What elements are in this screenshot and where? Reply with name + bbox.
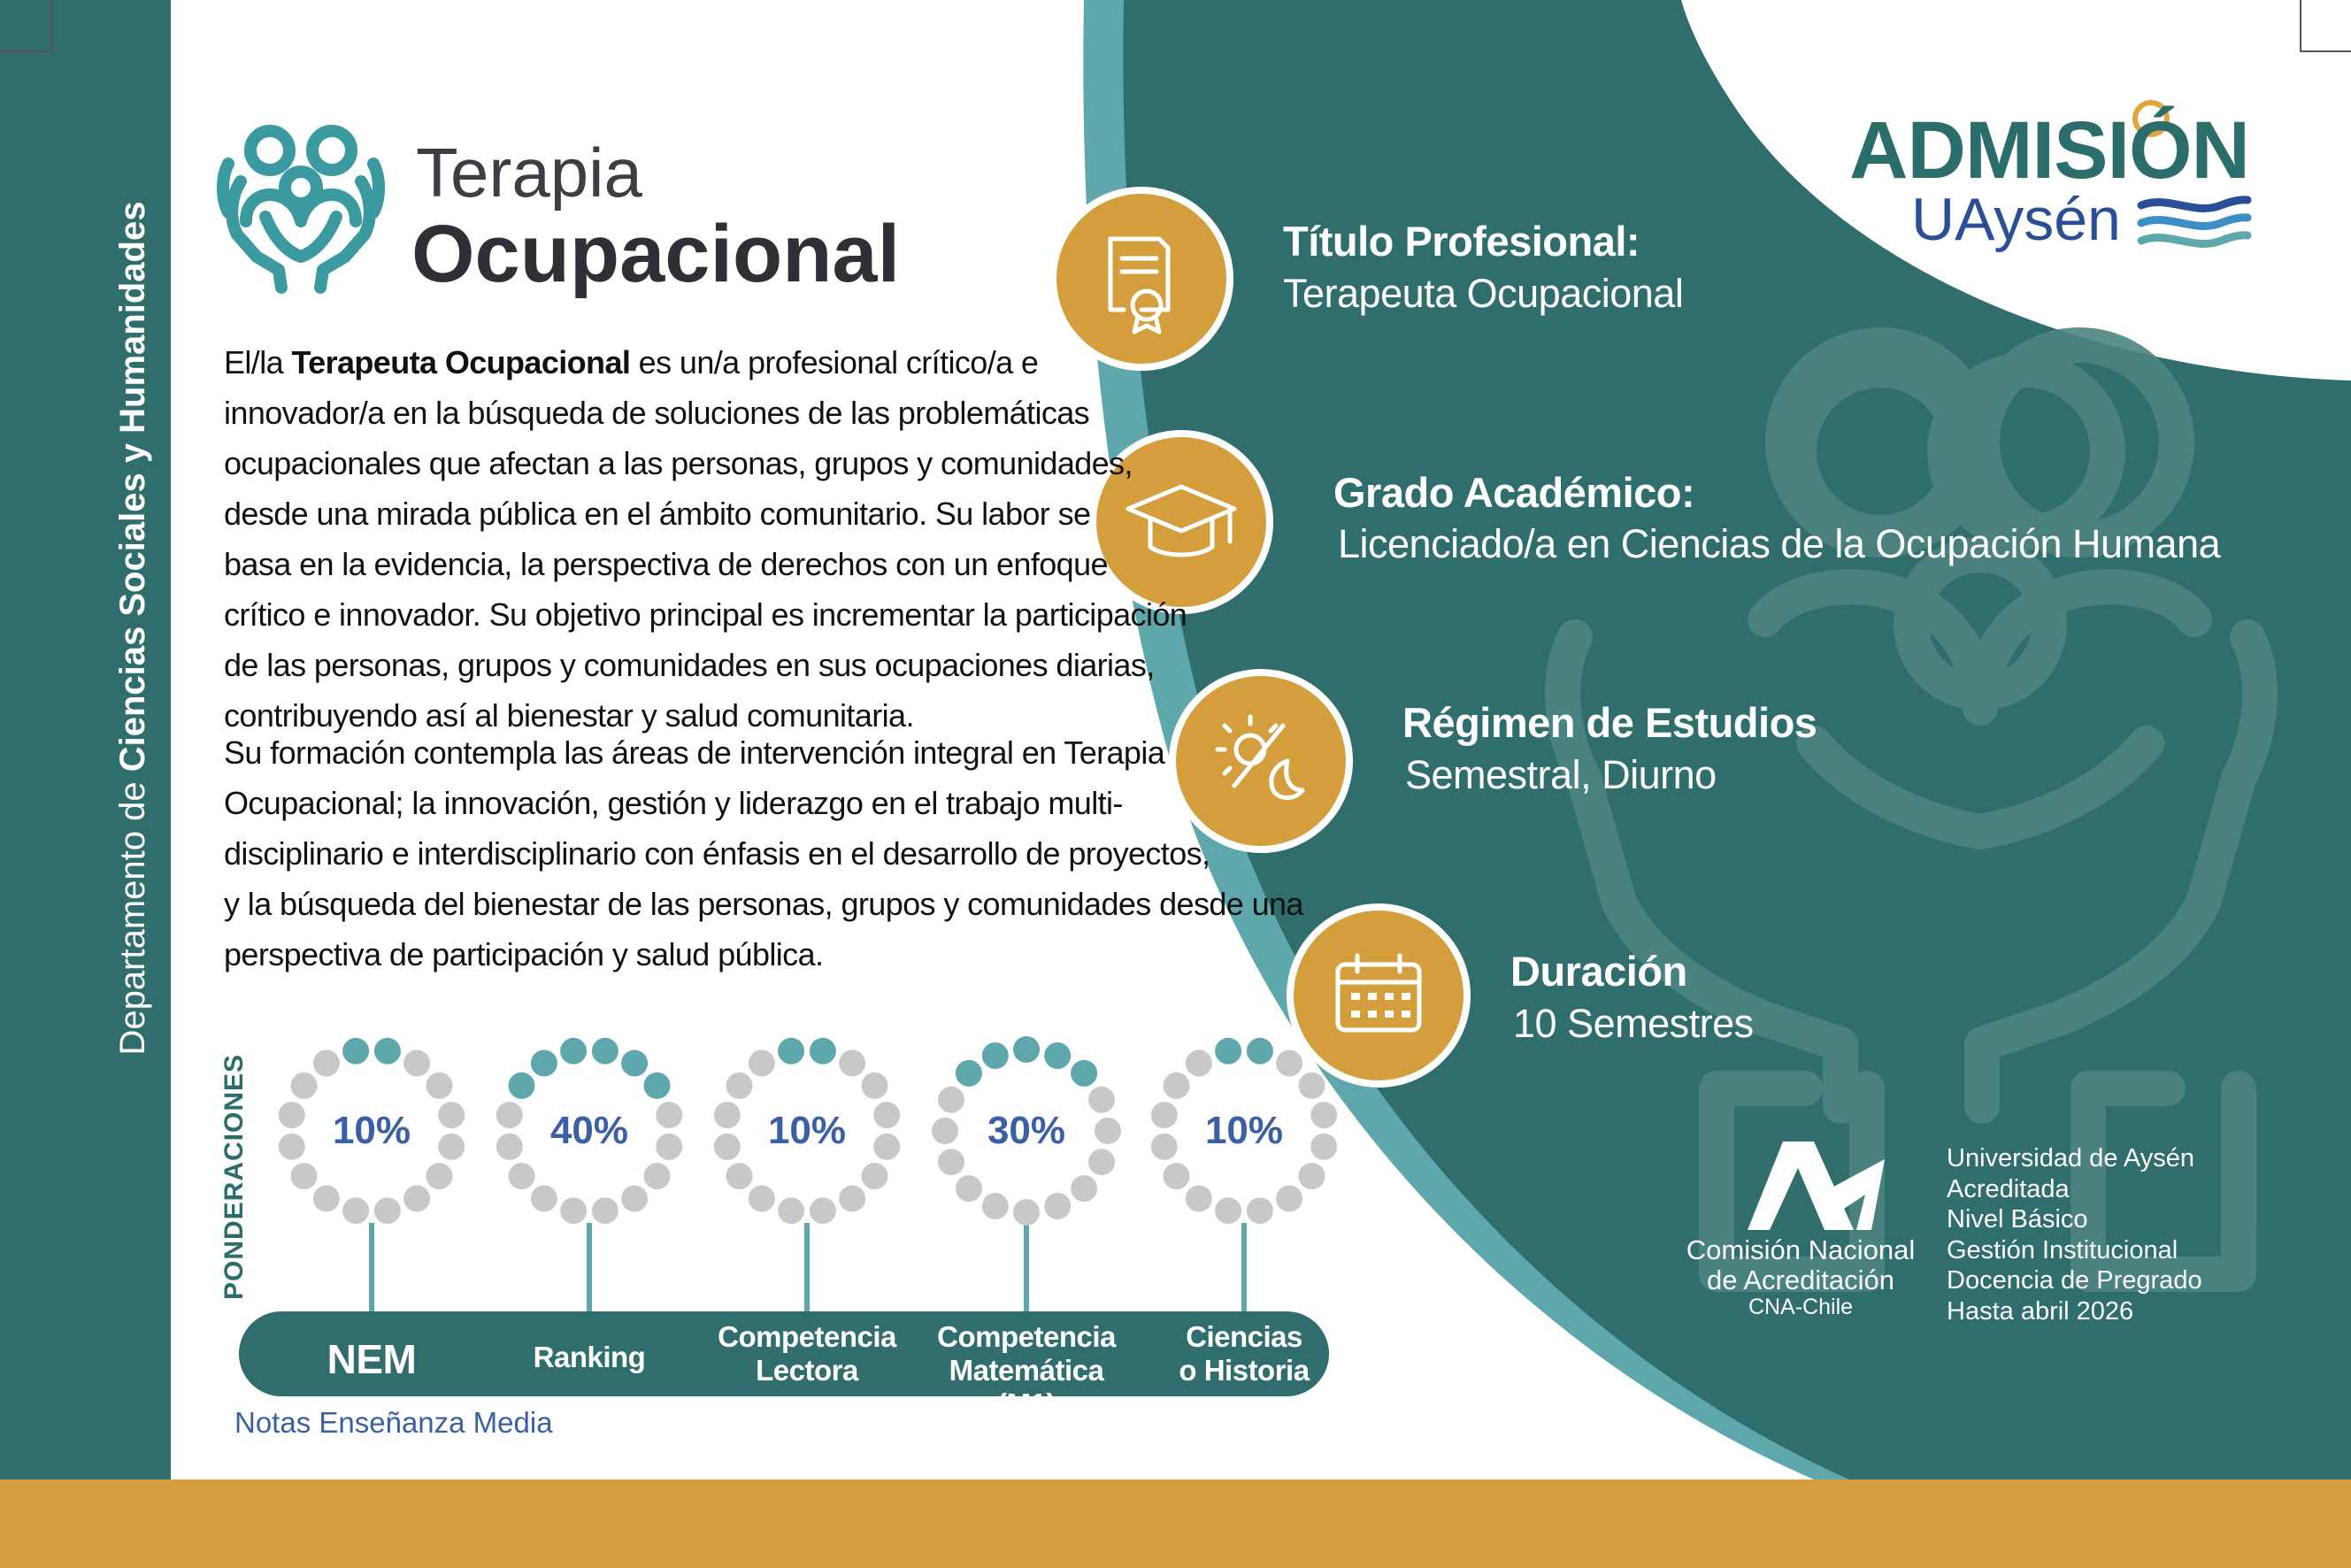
description-text: de las personas, grupos y comunidades en sus ocupaciones diarias, xyxy=(224,647,1155,683)
accreditation-line: Docencia de Pregrado xyxy=(1947,1266,2202,1295)
dial-dot xyxy=(342,1197,369,1224)
accreditation-line: Acreditada xyxy=(1947,1174,2070,1203)
dial-dot xyxy=(592,1197,618,1224)
dial-dot xyxy=(1095,1118,1121,1144)
description-text: es un/a profesional crítico/a e xyxy=(630,344,1039,380)
ponderacion-percent: 30% xyxy=(987,1109,1066,1152)
ponderacion-category-line: Competencia xyxy=(718,1320,896,1353)
nem-note: Notas Enseñanza Media xyxy=(234,1406,553,1439)
dial-dot xyxy=(1299,1163,1325,1189)
dial-dot xyxy=(982,1193,1009,1219)
ponderacion-category-line: o Historia xyxy=(1179,1354,1310,1387)
dial-dot xyxy=(862,1163,888,1189)
dial-dot-active xyxy=(1044,1042,1071,1069)
dial-dot xyxy=(956,1175,982,1202)
ponderaciones-dials xyxy=(279,1036,1337,1311)
dial-dot-active xyxy=(1013,1036,1040,1063)
dial-dot-active xyxy=(1215,1038,1241,1065)
dial-dot xyxy=(873,1102,900,1128)
dial-dot xyxy=(313,1050,340,1077)
description-text: contribuyendo así al bienestar y salud comunitaria. xyxy=(224,697,914,734)
dial-dot xyxy=(403,1050,430,1077)
dial-dot xyxy=(749,1050,775,1077)
ponderacion-percent: 40% xyxy=(549,1109,629,1152)
info-value-duracion: 10 Semestres xyxy=(1513,1001,1754,1046)
accreditation-line: Universidad de Aysén xyxy=(1947,1144,2194,1172)
dial-dot-active xyxy=(509,1072,535,1099)
dial-dot-active xyxy=(778,1038,804,1065)
dial-dot-active xyxy=(810,1038,836,1065)
department-name: Ciencias Sociales y Humanidades xyxy=(113,201,152,772)
terapia-logo-icon xyxy=(223,131,379,288)
description-text: perspectiva de participación y salud pública. xyxy=(224,936,824,972)
dial-dot xyxy=(531,1186,557,1212)
description-line xyxy=(224,388,1286,438)
description-line xyxy=(224,879,1303,929)
dial-dot xyxy=(496,1134,523,1160)
dial-dot xyxy=(1299,1072,1325,1099)
dial-dot xyxy=(291,1163,318,1189)
dial-dot-active xyxy=(560,1038,587,1065)
dial-dot xyxy=(1186,1050,1212,1077)
dial-dot xyxy=(438,1102,465,1128)
dial-dot xyxy=(1164,1163,1190,1189)
accreditation-line: Nivel Básico xyxy=(1947,1205,2088,1234)
ponderacion-category xyxy=(265,1337,478,1381)
description-text: crítico e innovador. Su objetivo principal es incrementar la participación xyxy=(224,596,1187,633)
dial-dot xyxy=(1013,1199,1040,1226)
page-title-line2: Ocupacional xyxy=(411,209,901,299)
cna-short: CNA-Chile xyxy=(1748,1295,1854,1319)
dial-dot xyxy=(313,1186,340,1212)
cna-line2: de Acreditación xyxy=(1707,1264,1894,1295)
ponderacion-category xyxy=(920,1320,1133,1421)
dial-dot xyxy=(1215,1197,1241,1224)
bottom-gold-strip xyxy=(0,1480,2351,1568)
dial-dot xyxy=(726,1163,753,1189)
dial-dot xyxy=(438,1134,465,1160)
dial-dot xyxy=(839,1050,865,1077)
ponderacion-category xyxy=(701,1320,913,1387)
description-text: disciplinario e interdisciplinario con énfasis en el desarrollo de proyectos, xyxy=(224,835,1210,872)
dial-dot xyxy=(656,1134,682,1160)
description-text: Ocupacional; la innovación, gestión y liderazgo en el trabajo multi- xyxy=(224,785,1123,821)
dial-dot-active xyxy=(621,1050,648,1077)
dial-dot xyxy=(873,1134,900,1160)
description-text: desde una mirada pública en el ámbito comunitario. Su labor se xyxy=(224,496,1091,532)
brand-admision: ADMISIÓN xyxy=(1849,105,2249,196)
ponderacion-percent: 10% xyxy=(767,1109,847,1152)
dial-dot-active xyxy=(531,1050,557,1077)
dial-dot xyxy=(644,1163,671,1189)
dial-dot xyxy=(1247,1197,1273,1224)
ponderacion-category xyxy=(483,1341,695,1374)
department-prefix: Departamento de xyxy=(113,772,152,1056)
dial-dot xyxy=(560,1197,587,1224)
description-line xyxy=(224,828,1286,879)
description-line xyxy=(224,337,1286,388)
description-text: ocupacionales que afectan a las personas, grupos y comunidades, xyxy=(224,445,1133,481)
dial-dot-active xyxy=(1247,1038,1273,1065)
dial-dot xyxy=(291,1072,318,1099)
accreditation-info xyxy=(1947,1143,2202,1326)
description-line xyxy=(224,778,1286,828)
description-line xyxy=(224,438,1286,488)
info-value-titulo: Terapeuta Ocupacional xyxy=(1283,271,1684,316)
dial-dot xyxy=(426,1163,453,1189)
dial-dot xyxy=(1071,1175,1097,1202)
dial-dot xyxy=(749,1186,775,1212)
description-bold: Terapeuta Ocupacional xyxy=(291,344,631,380)
ponderacion-category-line: Ranking xyxy=(533,1341,646,1373)
ponderacion-category xyxy=(1138,1320,1350,1387)
sidebar-department-label xyxy=(106,97,159,1159)
dial-dot xyxy=(932,1118,958,1144)
dial-dot xyxy=(496,1102,523,1128)
ponderacion-category-line: Ciencias xyxy=(1186,1320,1302,1353)
description-line xyxy=(224,589,1286,640)
dial-dot xyxy=(1310,1102,1337,1128)
ponderacion-category-line: NEM xyxy=(327,1336,417,1382)
dial-dot xyxy=(621,1186,648,1212)
description-line xyxy=(224,488,1286,539)
description-paragraph-1 xyxy=(224,337,1286,741)
dial-dot xyxy=(839,1186,865,1212)
dial-dot xyxy=(656,1102,682,1128)
cna-line1: Comisión Nacional xyxy=(1686,1234,1916,1265)
description-line xyxy=(224,640,1286,690)
dial-dot xyxy=(1310,1134,1337,1160)
info-value-grado: Licenciado/a en Ciencias de la Ocupación Humana xyxy=(1338,521,2221,566)
ponderacion-category-line: Competencia xyxy=(937,1320,1116,1353)
dial-dot xyxy=(1276,1050,1302,1077)
info-label-duracion: Duración xyxy=(1510,948,1687,995)
dial-dot xyxy=(1151,1102,1178,1128)
ponderacion-percent: 10% xyxy=(1204,1109,1284,1152)
dial-dot xyxy=(426,1072,453,1099)
info-value-regimen: Semestral, Diurno xyxy=(1405,752,1717,797)
info-label-titulo: Título Profesional: xyxy=(1283,218,1640,265)
cna-name xyxy=(1672,1235,1929,1295)
dial-dot xyxy=(862,1072,888,1099)
dial-dot xyxy=(279,1102,305,1128)
description-text: innovador/a en la búsqueda de soluciones de las problemáticas xyxy=(224,395,1090,431)
dial-dot xyxy=(1276,1186,1302,1212)
dial-dot-active xyxy=(374,1038,401,1065)
description-line xyxy=(224,727,1286,778)
dial-dot xyxy=(509,1163,535,1189)
dial-dot-active xyxy=(342,1038,369,1065)
dial-dot-active xyxy=(592,1038,618,1065)
brand-uaysen: UAysén xyxy=(1911,186,2121,253)
dial-dot xyxy=(714,1134,741,1160)
ponderacion-percent: 10% xyxy=(332,1109,411,1152)
dial-dot xyxy=(1151,1134,1178,1160)
dial-dot-active xyxy=(956,1060,982,1087)
dial-dot xyxy=(1186,1186,1212,1212)
dial-dot xyxy=(778,1197,804,1224)
dial-dot xyxy=(1164,1072,1190,1099)
page-title-line1: Terapia xyxy=(416,134,642,211)
dial-dot-active xyxy=(644,1072,671,1099)
dial-dot xyxy=(810,1197,836,1224)
ponderacion-category-line: Lectora xyxy=(756,1354,858,1387)
dial-dot-active xyxy=(982,1042,1009,1069)
info-label-regimen: Régimen de Estudios xyxy=(1402,699,1817,746)
dial-dot xyxy=(1044,1193,1071,1219)
description-line xyxy=(224,929,1286,980)
dial-dot xyxy=(403,1186,430,1212)
accreditation-line: Gestión Institucional xyxy=(1947,1235,2178,1264)
info-label-grado: Grado Académico: xyxy=(1333,469,1695,516)
description-line xyxy=(224,539,1286,589)
dial-dot xyxy=(279,1134,305,1160)
description-paragraph-2 xyxy=(224,727,1303,980)
dial-dot xyxy=(714,1102,741,1128)
dial-dot xyxy=(726,1072,753,1099)
description-text: basa en la evidencia, la perspectiva de derechos con un enfoque xyxy=(224,546,1108,582)
accreditation-line: Hasta abril 2026 xyxy=(1947,1296,2134,1326)
ponderacion-category-line: Matemática (M1) xyxy=(949,1354,1104,1420)
dial-dot xyxy=(374,1197,401,1224)
dial-dot-active xyxy=(1071,1060,1097,1087)
description-text: Su formación contempla las áreas de intervención integral en Terapia xyxy=(224,734,1165,771)
description-text: y la búsqueda del bienestar de las personas, grupos y comunidades desde una xyxy=(224,886,1303,922)
description-text: El/la xyxy=(224,344,292,380)
ponderaciones-label: PONDERACIONES xyxy=(219,1053,249,1301)
